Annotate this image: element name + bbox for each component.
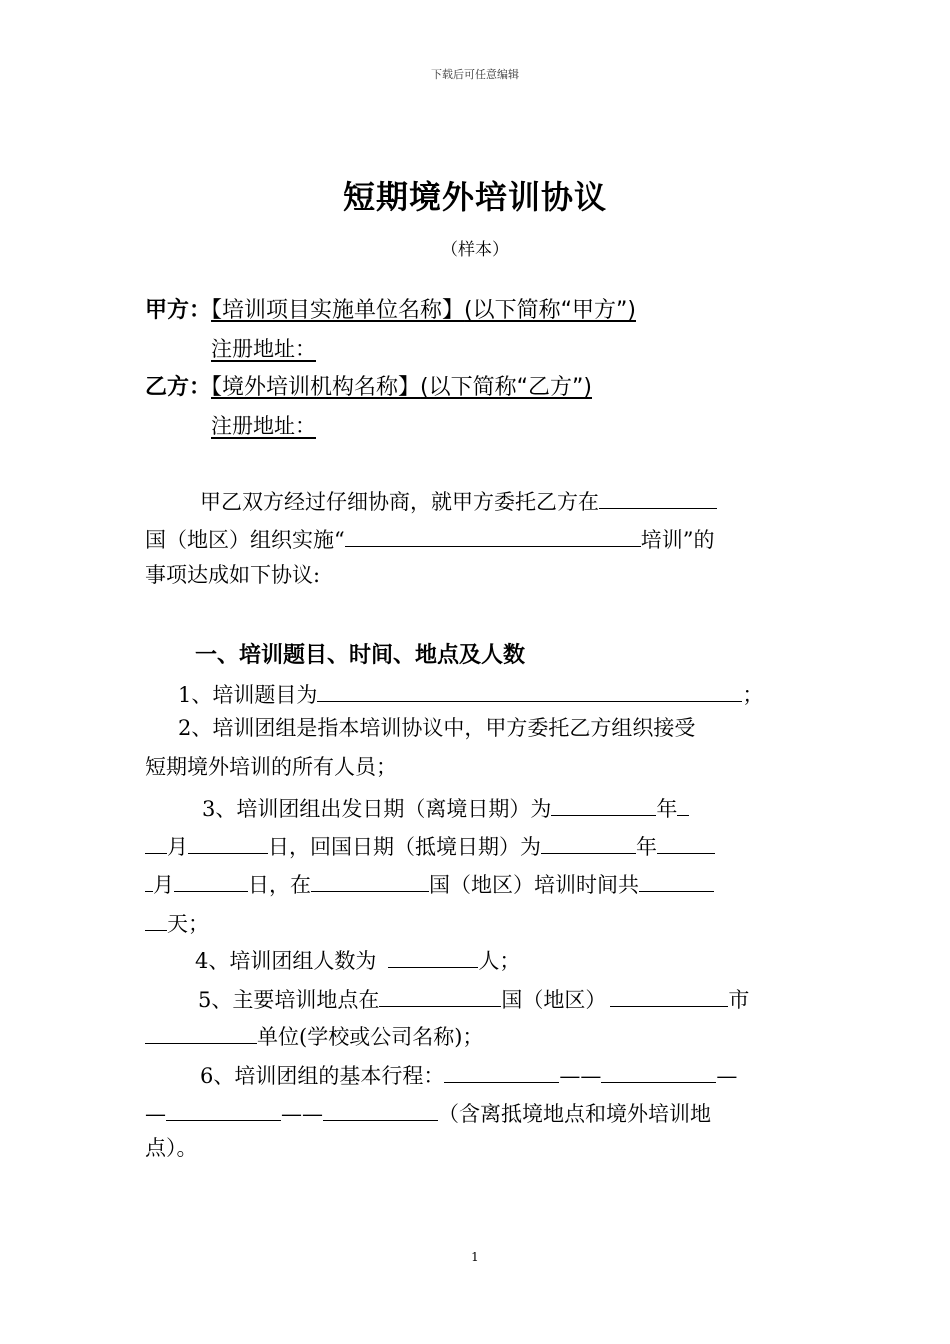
party-b-label: 乙方： [145, 375, 212, 400]
intro-text-2b: 培训”的 [640, 528, 715, 552]
party-b [145, 370, 592, 401]
item-5-text-d: 单位(学校或公司名称)； [257, 1025, 484, 1049]
section-1-heading: 一、培训题目、时间、地点及人数 [195, 643, 526, 668]
return-month-label: 月 [153, 873, 174, 897]
intro-line-3: 事项达成如下协议: [145, 563, 321, 587]
party-a-name: 【培训项目实施单位名称】 [211, 298, 465, 323]
document-subtitle: （样本） [441, 240, 509, 260]
return-day-label: 日 [248, 873, 269, 897]
blank-return-month-b[interactable] [145, 871, 153, 892]
item-6-text-b: （含离抵境地点和境外培训地 [438, 1102, 711, 1126]
blank-training-days-b[interactable] [145, 910, 167, 931]
item-6-line-2 [145, 1100, 711, 1125]
party-a [145, 293, 636, 324]
party-b-short: (以下简称“乙方”) [420, 375, 592, 400]
blank-return-year[interactable] [541, 833, 636, 854]
item-4 [195, 947, 520, 972]
item-4-text: 4、培训团组人数为 [195, 949, 377, 973]
item-2-line-2: 短期境外培训的所有人员； [145, 755, 397, 779]
blank-group-size[interactable] [388, 947, 478, 968]
blank-training-name[interactable] [345, 526, 641, 547]
blank-itinerary-2[interactable] [601, 1062, 716, 1083]
party-a-label: 甲方： [145, 298, 212, 323]
item-6-text-a: 6、培训团组的基本行程： [200, 1064, 445, 1088]
item-1-text: 1、培训题目为 [178, 683, 318, 707]
item-5-text-a: 5、主要培训地点在 [198, 988, 380, 1012]
item-6-line-1 [200, 1062, 737, 1087]
item-3-line-4 [145, 910, 209, 935]
blank-location-country[interactable] [379, 986, 501, 1007]
item-3-text-b: ，回国日期（抵境日期）为 [289, 835, 541, 859]
page-number: 1 [471, 1250, 479, 1264]
item-5-text-b: 国（地区） [501, 988, 607, 1012]
blank-itinerary-3[interactable] [166, 1100, 281, 1121]
item-5-line-1 [198, 986, 749, 1011]
header-note: 下载后可任意编辑 [431, 68, 519, 81]
blank-depart-year[interactable] [551, 795, 656, 816]
blank-depart-day[interactable] [188, 833, 268, 854]
itinerary-dash-3: —— [281, 1102, 323, 1126]
item-1 [178, 681, 763, 706]
blank-location-city[interactable] [610, 986, 728, 1007]
blank-itinerary-4[interactable] [323, 1100, 438, 1121]
blank-training-topic[interactable] [317, 681, 742, 702]
return-year-label: 年 [636, 835, 657, 859]
intro-line-2 [145, 526, 715, 551]
blank-return-month-a[interactable] [657, 833, 715, 854]
blank-itinerary-1[interactable] [444, 1062, 559, 1083]
blank-training-country[interactable] [311, 871, 429, 892]
depart-year-label: 年 [656, 797, 678, 821]
blank-depart-month-b[interactable] [145, 833, 167, 854]
days-label: 天； [167, 912, 209, 936]
party-a-address-label: 注册地址： [211, 337, 316, 361]
blank-country[interactable] [599, 488, 717, 509]
item-5-text-c: 市 [728, 988, 750, 1012]
item-2-line-1: 2、培训团组是指本培训协议中，甲方委托乙方组织接受 [178, 716, 696, 740]
blank-training-days-a[interactable] [639, 871, 714, 892]
intro-line-1 [200, 488, 717, 513]
blank-depart-month-a[interactable] [677, 795, 689, 816]
depart-month-label: 月 [167, 835, 188, 859]
item-4-end: 人； [478, 949, 521, 973]
document-title: 短期境外培训协议 [342, 178, 607, 216]
depart-day-label: 日 [268, 835, 289, 859]
item-3-line-3 [145, 871, 714, 896]
party-b-address-label: 注册地址： [211, 414, 316, 438]
item-3-line-1 [202, 795, 689, 820]
item-3-line-2 [145, 833, 715, 858]
item-1-end: ； [742, 683, 764, 707]
intro-text-1: 甲乙双方经过仔细协商，就甲方委托乙方在 [200, 490, 599, 514]
blank-location-unit[interactable] [145, 1023, 257, 1044]
item-3-text-d: 国（地区）培训时间共 [429, 873, 639, 897]
itinerary-dash-2b: — [145, 1102, 166, 1126]
intro-text-2a: 国（地区）组织实施“ [145, 528, 345, 552]
itinerary-dash-2a: — [716, 1064, 738, 1088]
item-3-text-c: ，在 [269, 873, 311, 897]
party-a-short: (以下简称“甲方”) [464, 298, 636, 323]
item-6-line-3: 点）。 [145, 1136, 198, 1160]
itinerary-dash-1: —— [559, 1064, 602, 1088]
item-3-text-a: 3、培训团组出发日期（离境日期）为 [202, 797, 552, 821]
item-5-line-2 [145, 1023, 483, 1048]
blank-return-day[interactable] [174, 871, 248, 892]
party-b-name: 【境外培训机构名称】 [211, 375, 421, 400]
